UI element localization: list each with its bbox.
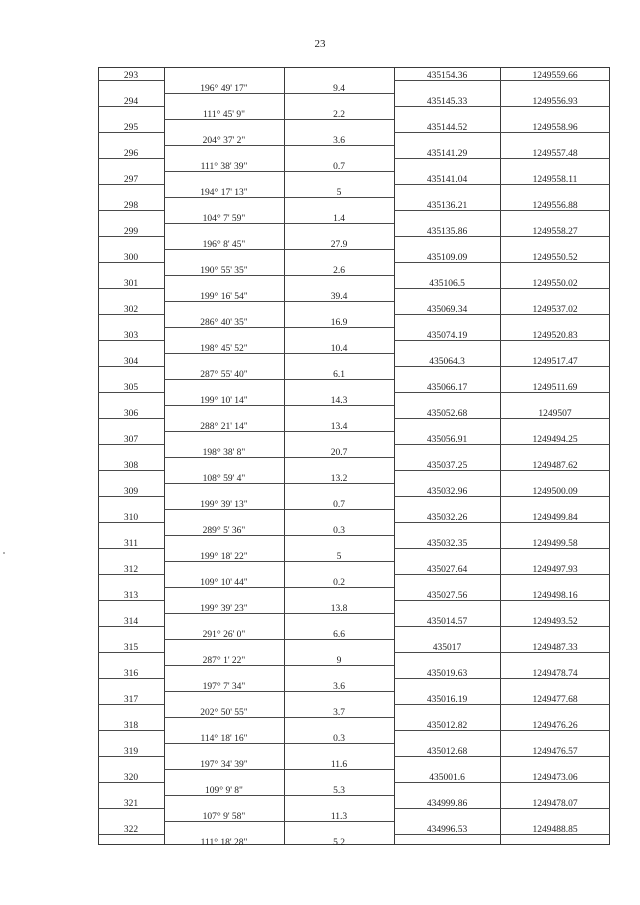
point-number: 309: [123, 487, 139, 497]
y-coordinate: 1249487.62: [532, 461, 578, 471]
point-number: 297: [123, 175, 139, 185]
point-number: 318: [123, 721, 139, 731]
x-coordinate: 434996.53: [426, 825, 468, 835]
row-divider: [164, 691, 394, 692]
bearing-cell: 287° 55' 40": [200, 370, 248, 380]
distance-cell: 20.7: [330, 448, 348, 458]
x-coordinate: 435141.04: [426, 175, 468, 185]
x-coordinate: 435066.17: [426, 383, 468, 393]
point-number: 302: [123, 305, 139, 315]
bearing-cell: 194° 17' 13": [200, 188, 248, 198]
y-coordinate: 1249558.27: [532, 227, 578, 237]
y-coordinate: 1249550.02: [532, 279, 578, 289]
distance-cell: 10.4: [330, 344, 348, 354]
distance-cell: 2.2: [333, 110, 345, 120]
row-divider: [164, 483, 394, 484]
point-number: 304: [123, 357, 139, 367]
y-coordinate: 1249558.96: [532, 123, 578, 133]
x-coordinate: 435106.5: [429, 279, 465, 289]
y-coordinate: 1249488.85: [532, 825, 578, 835]
distance-cell: 3.6: [333, 682, 345, 692]
y-coordinate: 1249511.69: [532, 383, 578, 393]
bearing-cell: 199° 10' 14": [200, 396, 248, 406]
point-number: 320: [123, 773, 139, 783]
distance-cell: 1.4: [333, 214, 345, 224]
x-coordinate: 435135.86: [426, 227, 468, 237]
distance-cell: 0.3: [333, 526, 345, 536]
x-coordinate: 435109.09: [426, 253, 468, 263]
row-divider: [164, 379, 394, 380]
row-divider: [164, 93, 394, 94]
row-divider: [164, 535, 394, 536]
point-number: 316: [123, 669, 139, 679]
point-number: 299: [123, 227, 139, 237]
y-coordinate: 1249537.02: [532, 305, 578, 315]
y-coordinate: 1249476.26: [532, 721, 578, 731]
y-coordinate: 1249499.84: [532, 513, 578, 523]
row-divider: [164, 197, 394, 198]
row-divider: [164, 301, 394, 302]
point-number: 314: [123, 617, 139, 627]
bearing-cell: 190° 55' 35": [200, 266, 248, 276]
bearing-cell: 198° 45' 52": [200, 344, 248, 354]
y-coordinate: 1249493.52: [532, 617, 578, 627]
row-divider: [164, 561, 394, 562]
bearing-cell: 198° 38' 8": [202, 448, 246, 458]
bearing-cell: 196° 49' 17": [200, 84, 248, 94]
x-coordinate: 435145.33: [426, 97, 468, 107]
row-divider: [164, 587, 394, 588]
distance-cell: 0.2: [333, 578, 345, 588]
x-coordinate: 435032.35: [426, 539, 468, 549]
y-coordinate: 1249478.74: [532, 669, 578, 679]
row-divider: [164, 145, 394, 146]
distance-cell: 11.3: [330, 812, 348, 822]
y-coordinate: 1249498.16: [532, 591, 578, 601]
row-divider: [164, 717, 394, 718]
y-coordinate: 1249556.93: [532, 97, 578, 107]
x-coordinate: 435141.29: [426, 149, 468, 159]
row-divider: [164, 405, 394, 406]
y-coordinate: 1249497.93: [532, 565, 578, 575]
row-divider: [164, 509, 394, 510]
point-number: 319: [123, 747, 139, 757]
point-number: 315: [123, 643, 139, 653]
point-number: 301: [123, 279, 139, 289]
y-coordinate: 1249476.57: [532, 747, 578, 757]
row-divider: [164, 665, 394, 666]
distance-cell: 3.7: [333, 708, 345, 718]
point-number: 303: [123, 331, 139, 341]
distance-cell: 13.2: [330, 474, 348, 484]
point-number: 312: [123, 565, 139, 575]
x-coordinate: 435144.52: [426, 123, 468, 133]
bearing-cell: 199° 39' 13": [200, 500, 248, 510]
x-coordinate: 435074.19: [426, 331, 468, 341]
bearing-cell: 289° 5' 36": [202, 526, 246, 536]
bearing-cell: 109° 9' 8": [205, 786, 243, 796]
point-number: 298: [123, 201, 139, 211]
distance-cell: 6.6: [333, 630, 345, 640]
distance-cell: 6.1: [333, 370, 345, 380]
bearing-cell: 287° 1' 22": [202, 656, 246, 666]
y-coordinate: 1249520.83: [532, 331, 578, 341]
point-number: 300: [123, 253, 139, 263]
x-coordinate: 435056.91: [426, 435, 468, 445]
x-coordinate: 435014.57: [426, 617, 468, 627]
bearing-cell: 199° 39' 23": [200, 604, 248, 614]
distance-cell: 11.6: [330, 760, 348, 770]
row-divider: [164, 223, 394, 224]
row-divider: [164, 119, 394, 120]
row-divider: [164, 431, 394, 432]
row-divider: [164, 743, 394, 744]
x-coordinate: 435012.68: [426, 747, 468, 757]
point-number: 310: [123, 513, 139, 523]
distance-cell: 13.4: [330, 422, 348, 432]
y-coordinate: 1249550.52: [532, 253, 578, 263]
x-coordinate: 435001.6: [429, 773, 465, 783]
distance-cell: 14.3: [330, 396, 348, 406]
point-number: 306: [123, 409, 139, 419]
x-coordinate: 435154.36: [426, 71, 468, 81]
x-coordinate: 435052.68: [426, 409, 468, 419]
y-coordinate: 1249507: [538, 409, 572, 419]
bearing-cell: 111° 45' 9": [203, 110, 245, 120]
point-number: 296: [123, 149, 139, 159]
y-coordinate: 1249558.11: [532, 175, 578, 185]
y-coordinate: 1249478.07: [532, 799, 578, 809]
bearing-cell: 197° 34' 39": [200, 760, 248, 770]
point-number: 295: [123, 123, 139, 133]
bearing-cell: 114° 18' 16": [200, 734, 248, 744]
bearing-cell: 196° 8' 45": [202, 240, 246, 250]
point-number: 313: [123, 591, 139, 601]
y-coordinate: 1249517.47: [532, 357, 578, 367]
point-number: 321: [123, 799, 139, 809]
distance-cell: 5.3: [333, 786, 345, 796]
point-number: 293: [123, 71, 139, 81]
row-divider: [164, 275, 394, 276]
point-number: 317: [123, 695, 139, 705]
bearing-cell: 111° 18' 28": [200, 838, 248, 848]
point-number: 305: [123, 383, 139, 393]
row-divider: [164, 249, 394, 250]
point-number: 307: [123, 435, 139, 445]
row-divider: [164, 171, 394, 172]
bearing-cell: 288° 21' 14": [200, 422, 248, 432]
y-coordinate: 1249499.58: [532, 539, 578, 549]
y-coordinate: 1249487.33: [532, 643, 578, 653]
x-coordinate: 435032.96: [426, 487, 468, 497]
y-coordinate: 1249477.68: [532, 695, 578, 705]
point-number: 308: [123, 461, 139, 471]
distance-cell: 9: [336, 656, 342, 666]
scan-speck: [3, 552, 5, 554]
row-divider: [164, 327, 394, 328]
row-divider: [164, 821, 394, 822]
x-coordinate: 435016.19: [426, 695, 468, 705]
x-coordinate: 435027.56: [426, 591, 468, 601]
x-coordinate: 435064.3: [429, 357, 465, 367]
bearing-cell: 199° 18' 22": [200, 552, 248, 562]
x-coordinate: 435032.26: [426, 513, 468, 523]
x-coordinate: 435017: [432, 643, 462, 653]
distance-cell: 2.6: [333, 266, 345, 276]
bearing-cell: 104° 7' 59": [202, 214, 246, 224]
bearing-cell: 204° 37' 2": [202, 136, 246, 146]
distance-cell: 5.2: [333, 838, 345, 848]
bearing-cell: 108° 59' 4": [202, 474, 246, 484]
row-divider: [164, 639, 394, 640]
page-number: 23: [314, 38, 326, 50]
row-divider: [164, 613, 394, 614]
bearing-cell: 291° 26' 0": [202, 630, 246, 640]
x-coordinate: 435069.34: [426, 305, 468, 315]
distance-cell: 5: [336, 188, 342, 198]
point-number: 311: [124, 539, 138, 549]
row-divider: [164, 769, 394, 770]
distance-cell: 0.7: [333, 500, 345, 510]
x-coordinate: 435037.25: [426, 461, 468, 471]
distance-cell: 13.8: [330, 604, 348, 614]
x-coordinate: 435027.64: [426, 565, 468, 575]
point-number: 322: [123, 825, 139, 835]
bearing-cell: 197° 7' 34": [202, 682, 246, 692]
distance-cell: 5: [336, 552, 342, 562]
y-coordinate: 1249500.09: [532, 487, 578, 497]
y-coordinate: 1249473.06: [532, 773, 578, 783]
distance-cell: 3.6: [333, 136, 345, 146]
y-coordinate: 1249559.66: [532, 71, 578, 81]
x-coordinate: 434999.86: [426, 799, 468, 809]
y-coordinate: 1249556.88: [532, 201, 578, 211]
distance-cell: 0.3: [333, 734, 345, 744]
bearing-cell: 111° 38' 39": [200, 162, 248, 172]
bearing-cell: 109° 10' 44": [200, 578, 248, 588]
x-coordinate: 435136.21: [426, 201, 468, 211]
distance-cell: 0.7: [333, 162, 345, 172]
distance-cell: 9.4: [333, 84, 345, 94]
point-number: 294: [123, 97, 139, 107]
distance-cell: 16.9: [330, 318, 348, 328]
distance-cell: 27.9: [330, 240, 348, 250]
bearing-cell: 199° 16' 54": [200, 292, 248, 302]
y-coordinate: 1249557.48: [532, 149, 578, 159]
row-divider: [164, 795, 394, 796]
distance-cell: 39.4: [330, 292, 348, 302]
coordinate-table: [98, 67, 610, 848]
row-divider: [164, 353, 394, 354]
y-coordinate: 1249494.25: [532, 435, 578, 445]
bearing-cell: 202° 50' 55": [200, 708, 248, 718]
row-divider: [164, 457, 394, 458]
x-coordinate: 435012.82: [426, 721, 468, 731]
x-coordinate: 435019.63: [426, 669, 468, 679]
bearing-cell: 107° 9' 58": [202, 812, 246, 822]
bearing-cell: 286° 40' 35": [200, 318, 248, 328]
